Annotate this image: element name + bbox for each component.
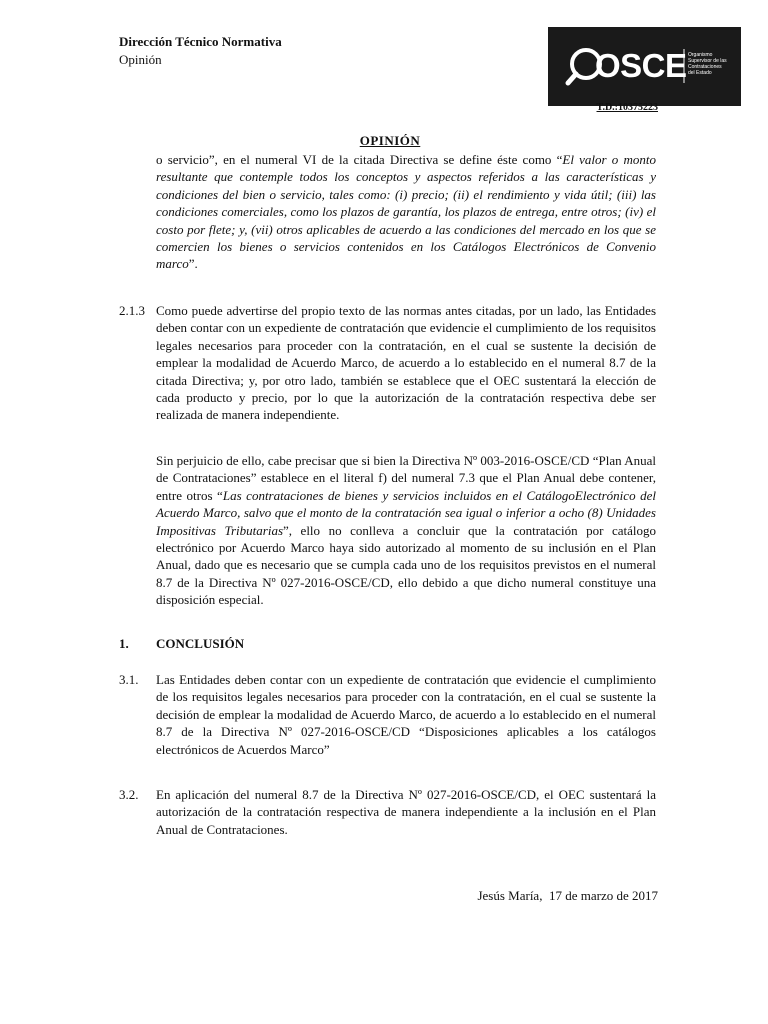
document-type: Opinión: [119, 52, 162, 67]
paragraph-2-1-3: [119, 302, 656, 424]
place-date: [477, 888, 658, 904]
paragraph-body: Como puede advertirse del propio texto de las normas antes citadas, por un lado, las Entidades deben contar con un expediente de contratación que evidencie el cumplimiento de los requisitos legales necesarios para proceder con la contratación, en el cual se sustente la decisión de emplear la modalidad de Acuerdo Marco, de acuerdo a lo establecido en el numeral 8.7 de la citada Directiva; y, por otro lado, también se establece que el OEC sustentará la elección de cada producto y precio, por lo que la autorización de la contratación respectiva debe ser realizada de manera independiente.: [156, 303, 656, 423]
paragraph-sin-perjuicio: [156, 452, 656, 609]
logo-tagline-line: Contrataciones: [688, 64, 722, 70]
conclusion-item-number: 3.1.: [119, 672, 139, 687]
logo-tagline-line: Supervisor de las: [688, 58, 727, 64]
logo-wordmark: OSCE: [595, 47, 687, 84]
conclusion-item-text: En aplicación del numeral 8.7 de la Directiva Nº 027-2016-OSCE/CD, el OEC sustentará la autorización de la contratación respectiva de manera independiente a la inclusión en el Plan Anual de Contrataciones.: [156, 787, 656, 837]
section-title: CONCLUSIÓN: [156, 636, 245, 651]
logo-tagline-line: Organismo: [688, 52, 713, 58]
signature-place: Jesús María,: [477, 888, 543, 903]
department-name: Dirección Técnico Normativa: [119, 34, 282, 49]
paragraph-tail: ”, ello no conlleva a concluir que la contratación por catálogo electrónico por Acuerdo Marco haya sido autorizado al momento de su inclusión en el Plan Anual, dado que es necesario que se cumpla cada uno de los requisitos previstos en el numeral 8.7 de la Directiva Nº 027-2016-OSCE/CD, ello debido a que dicho numeral constituye una disposición especial.: [156, 522, 656, 608]
conclusion-item: [119, 786, 656, 838]
continuation-quote: El valor o monto resultante que contemple todos los conceptos y aspectos referidos a las características y condiciones del bien o servicio, tales como: (i) precio; (ii) el rendimiento y vida útil; (iii) las condiciones comerciales, como los plazos de garantía, los plazos de entrega, entre otros; (iv) el costo por flete; y, (vii) otros aplicables de acuerdo a las condiciones del mercado en los que se comercien los bienes o servicios contenidos en los Catálogos Electrónicos de Convenio marco: [156, 152, 656, 272]
continuation-lead: o servicio”, en el numeral VI de la citada Directiva se define éste como “: [156, 152, 563, 167]
conclusion-item: [119, 671, 656, 758]
paragraph-quote: Las contrataciones de bienes y servicios incluidos en el CatálogoElectrónico del Acuerdo Marco, salvo que el monto de la contratación sea igual o inferior a ocho (8) Unidades Impositivas Tributarias: [156, 487, 656, 538]
section-number: 1.: [119, 636, 129, 651]
logo-tagline: [688, 52, 736, 76]
continuation-tail: ”.: [188, 256, 198, 272]
logo-tagline-line: del Estado: [688, 70, 712, 76]
signature-date: 17 de marzo de 2017: [548, 888, 658, 903]
paragraph-text: [119, 302, 656, 424]
paragraph-lead: Sin perjuicio de ello, cabe precisar que si bien la Directiva Nº 003-2016-OSCE/CD “Plan Anual de Contrataciones” establece en el literal f) del numeral 7.3 que el Plan Anual debe contener, entre otros “: [156, 453, 656, 503]
conclusion-item-number: 3.2.: [119, 787, 139, 802]
paragraph-number: 2.1.3: [119, 303, 145, 318]
conclusion-item-text: Las Entidades deben contar con un expediente de contratación que evidencie el cumplimiento de los requisitos legales necesarios para proceder con la contratación, en el cual se sustente la decisión de emplear la modalidad de Acuerdo Marco, de acuerdo a lo establecido en el numeral 8.7 de la Directiva Nº 027-2016-OSCE/CD “Disposiciones aplicables a los catálogos electrónicos de Acuerdos Marco”: [156, 672, 656, 757]
page-title: OPINIÓN: [359, 133, 421, 148]
continuation-paragraph: [156, 151, 656, 273]
td-number: T.D.:10375223: [596, 102, 658, 113]
